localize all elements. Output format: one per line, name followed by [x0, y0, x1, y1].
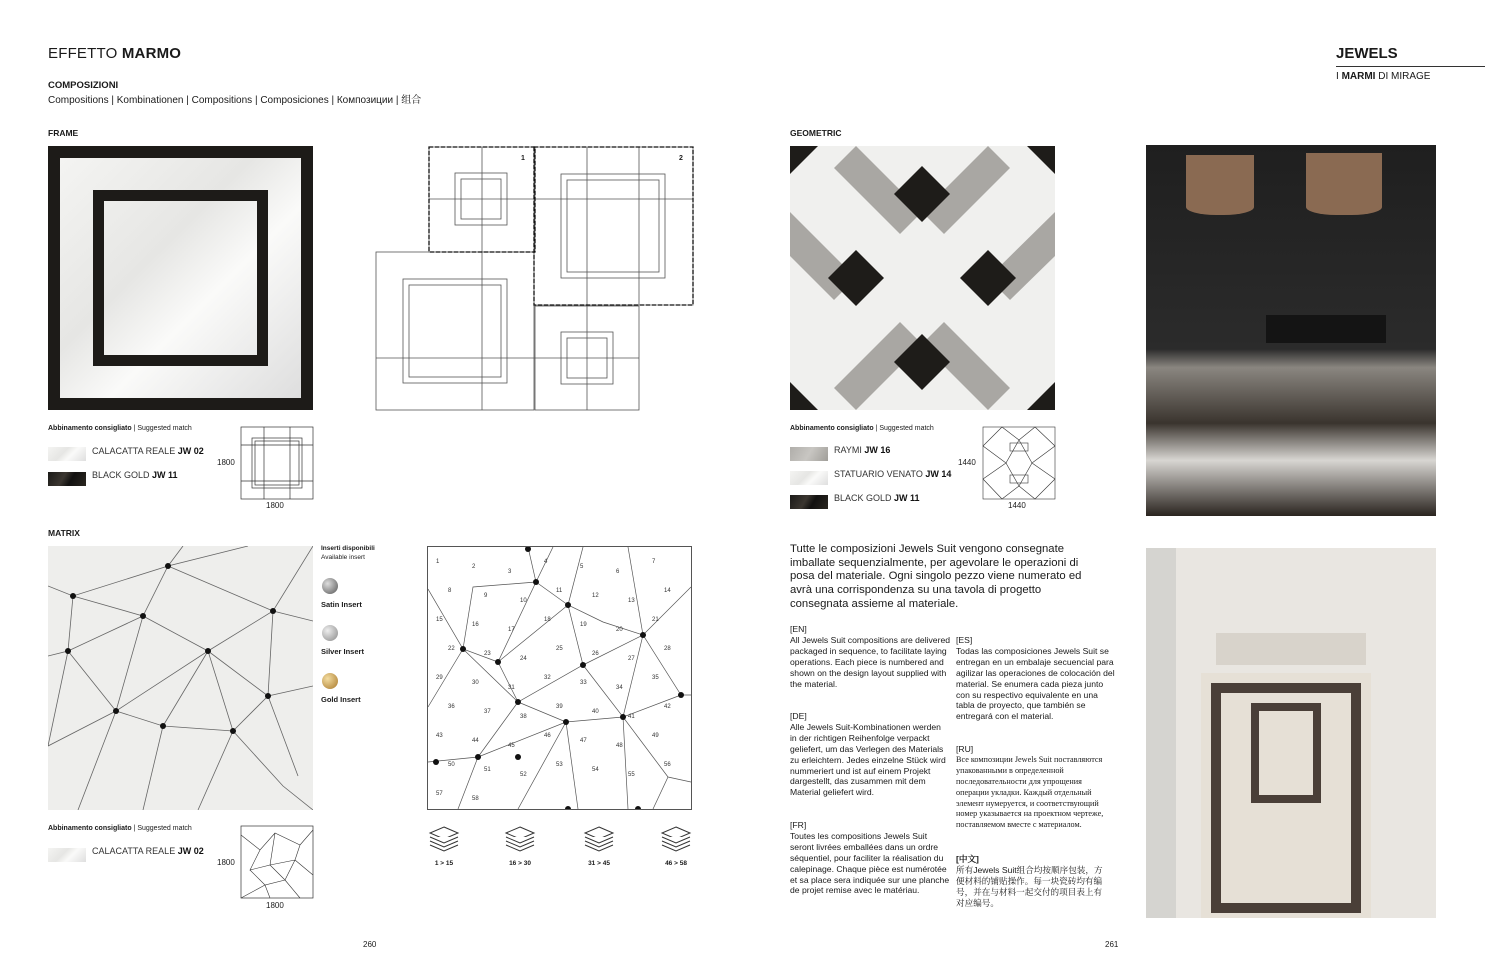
piece-number: 23: [484, 651, 491, 657]
brand-subtitle: I MARMI DI MIRAGE: [1336, 71, 1431, 82]
piece-number: 30: [472, 680, 479, 686]
box-label: 1 > 15: [434, 860, 454, 867]
piece-number: 53: [556, 762, 563, 768]
piece-number: 50: [448, 762, 455, 768]
boxes-icon: [660, 825, 692, 855]
swatch-statuario: [790, 471, 828, 485]
piece-number: 58: [472, 796, 479, 802]
piece-number: 55: [628, 772, 635, 778]
boxes-icon: [504, 825, 536, 855]
piece-number: 11: [556, 588, 563, 594]
piece-number: 31: [508, 685, 515, 691]
piece-number: 21: [652, 617, 659, 623]
box-group: [583, 825, 619, 867]
piece-number: 19: [580, 622, 587, 628]
piece-number: 29: [436, 675, 443, 681]
piece-number: 20: [616, 627, 623, 633]
piece-number: 15: [436, 617, 443, 623]
brand-divider: [1336, 66, 1485, 67]
geometric-dim-height: 1440: [958, 458, 976, 467]
frame-mini-diagram: [240, 425, 315, 500]
geometric-match-heading: Abbinamento consigliato | Suggested match: [790, 425, 934, 432]
matrix-match-heading: Abbinamento consigliato | Suggested match: [48, 825, 192, 832]
interior-photo-living-room: [1146, 145, 1436, 516]
geometric-mini-diagram: [982, 426, 1056, 500]
piece-number: 2: [472, 564, 476, 570]
piece-number: 25: [556, 646, 563, 652]
piece-number: 26: [592, 651, 599, 657]
insert-label: Gold Insert: [321, 695, 361, 704]
text-en: [EN] All Jewels Suit compositions are delivered packaged in sequence, to facilitate laying operations. Each piece is numbered and shown on the design layout supplied with the material.: [790, 624, 951, 689]
frame-label-2: 2: [679, 155, 683, 162]
piece-number: 42: [664, 704, 671, 710]
piece-number: 32: [544, 675, 551, 681]
piece-number: 43: [436, 733, 443, 739]
piece-number: 38: [520, 714, 527, 720]
insert-label: Satin Insert: [321, 600, 362, 609]
piece-number: 54: [592, 767, 599, 773]
insert-label: Silver Insert: [321, 647, 364, 656]
swatch-raymi: [790, 447, 828, 461]
page-title: [48, 45, 181, 62]
piece-number: 40: [592, 709, 599, 715]
piece-number: 46: [544, 733, 551, 739]
box-label: 16 > 30: [509, 860, 531, 867]
material-name: STATUARIO VENATO JW 14: [834, 469, 952, 479]
boxes-icon: [583, 825, 615, 855]
box-group: [504, 825, 540, 867]
match-light: | Suggested match: [131, 425, 192, 432]
piece-number: 4: [544, 559, 548, 565]
silver-insert-icon: [322, 625, 338, 641]
inserts-subtitle: Available insert: [321, 554, 365, 561]
section-heading: COMPOSIZIONI: [48, 80, 119, 91]
text-zh: [中文] 所有Jewels Suit组合均按顺序包装，方便材料的铺贴操作。每一块瓷砖均有编号，并在与材料一起交付的项目表上有对应编号。: [956, 854, 1103, 908]
box-group: [660, 825, 696, 867]
frame-dim-height: 1800: [217, 458, 235, 467]
text-ru: [RU] Все композиции Jewels Suit поставляются упакованными в определенной последовательности для упрощения операции укладки. Каждый отдельный элемент нумеруется, и соответствующий номер указывается на проектном чертеже, поставляемом вместе с материалом.: [956, 744, 1104, 830]
swatch-calacatta: [48, 848, 86, 862]
material-name: RAYMI JW 16: [834, 445, 891, 455]
matrix-layout-diagram: [427, 546, 692, 810]
piece-number: 45: [508, 743, 515, 749]
interior-photo-top-view: [1146, 548, 1436, 918]
frame-composition-image: [48, 146, 313, 410]
piece-number: 24: [520, 656, 527, 662]
text-de: [DE] Alle Jewels Suit-Kombinationen werden in der richtigen Reihenfolge verpackt geliefert, um das Verlegen des Materials zu erleichtern. Jedes einzelne Stück wird nummeriert und ist auf einem Projekt dargestellt, das zusammen mit dem Material geliefert wird.: [790, 711, 946, 798]
material-name: BLACK GOLD JW 11: [834, 493, 920, 503]
matrix-mini-diagram: [240, 825, 315, 900]
geometric-dim-width: 1440: [1008, 501, 1026, 510]
swatch-black-gold: [48, 472, 86, 486]
material-name: CALACATTA REALE JW 02: [92, 846, 204, 856]
box-label: 31 > 45: [588, 860, 610, 867]
gold-insert-icon: [322, 673, 338, 689]
piece-number: 22: [448, 646, 455, 652]
piece-number: 17: [508, 627, 515, 633]
material-name: CALACATTA REALE JW 02: [92, 446, 204, 456]
piece-number: 36: [448, 704, 455, 710]
text-es: [ES] Todas las composiciones Jewels Suit se entregan en un embalaje secuencial para agilizar las operaciones de colocación del material. Se enumera cada pieza junto con su respectivo equivalente en una tabla de proyecto, que también se entregará con el material.: [956, 635, 1115, 722]
satin-insert-icon: [322, 578, 338, 594]
section-subtitle: Compositions | Kombinationen | Compositions | Composiciones | Композиции | 组合: [48, 95, 422, 106]
match-bold: Abbinamento consigliato: [48, 425, 132, 432]
geometric-composition-image: [790, 146, 1055, 410]
piece-number: 9: [484, 593, 488, 599]
swatch-calacatta: [48, 447, 86, 461]
piece-number: 13: [628, 598, 635, 604]
text-fr: [FR] Toutes les compositions Jewels Suit seront livrées emballées dans un ordre séquentiel, pour faciliter la réalisation du calepinage. Chaque pièce est numérotée et sa place sera indiquée sur une planche de projet remise avec le matériau.: [790, 820, 950, 896]
box-groups: [428, 825, 698, 873]
piece-number: 49: [652, 733, 659, 739]
piece-number: 41: [628, 714, 635, 720]
matrix-dim-width: 1800: [266, 901, 284, 910]
frame-dim-width: 1800: [266, 501, 284, 510]
piece-number: 52: [520, 772, 527, 778]
piece-number: 18: [544, 617, 551, 623]
matrix-composition-image: [48, 546, 313, 810]
frame-match-heading: [48, 425, 192, 432]
piece-number: 48: [616, 743, 623, 749]
frame-layout-diagram: [375, 146, 695, 411]
piece-number: 16: [472, 622, 479, 628]
piece-number: 27: [628, 656, 635, 662]
box-label: 46 > 58: [665, 860, 687, 867]
piece-number: 5: [580, 564, 584, 570]
matrix-heading: MATRIX: [48, 528, 80, 538]
frame-label-1: 1: [521, 155, 525, 162]
piece-number: 3: [508, 569, 512, 575]
piece-number: 12: [592, 593, 599, 599]
geometric-heading: GEOMETRIC: [790, 128, 842, 138]
piece-number: 35: [652, 675, 659, 681]
material-name: BLACK GOLD JW 11: [92, 470, 178, 480]
page-number-right: 261: [1105, 940, 1119, 949]
piece-number: 28: [664, 646, 671, 652]
piece-number: 33: [580, 680, 587, 686]
piece-number: 56: [664, 762, 671, 768]
box-group: [428, 825, 464, 867]
title-bold: MARMO: [121, 45, 182, 62]
piece-number: 37: [484, 709, 491, 715]
intro-text-it: Tutte le composizioni Jewels Suit vengono consegnate imballate sequenzialmente, per agevolare le operazioni di posa del materiale. Ogni singolo pezzo viene numerato ed avrà una corrispondenza su una tavola di progetto consegnata assieme al materiale.: [790, 543, 1082, 610]
matrix-dim-height: 1800: [217, 858, 235, 867]
frame-heading: FRAME: [48, 128, 79, 138]
piece-number: 8: [448, 588, 452, 594]
piece-number: 10: [520, 598, 527, 604]
brand-title: JEWELS: [1336, 45, 1398, 62]
piece-number: 6: [616, 569, 620, 575]
swatch-black-gold: [790, 495, 828, 509]
piece-number: 7: [652, 559, 656, 565]
piece-number: 1: [436, 559, 440, 565]
piece-number: 39: [556, 704, 563, 710]
piece-number: 34: [616, 685, 623, 691]
piece-number: 57: [436, 791, 443, 797]
piece-number: 44: [472, 738, 479, 744]
piece-number: 47: [580, 738, 587, 744]
title-light: EFFETTO: [48, 45, 118, 62]
piece-number: 14: [664, 588, 671, 594]
boxes-icon: [428, 825, 460, 855]
piece-number: 51: [484, 767, 491, 773]
page-number-left: 260: [363, 940, 377, 949]
inserts-title: Inserti disponibili: [321, 545, 375, 552]
